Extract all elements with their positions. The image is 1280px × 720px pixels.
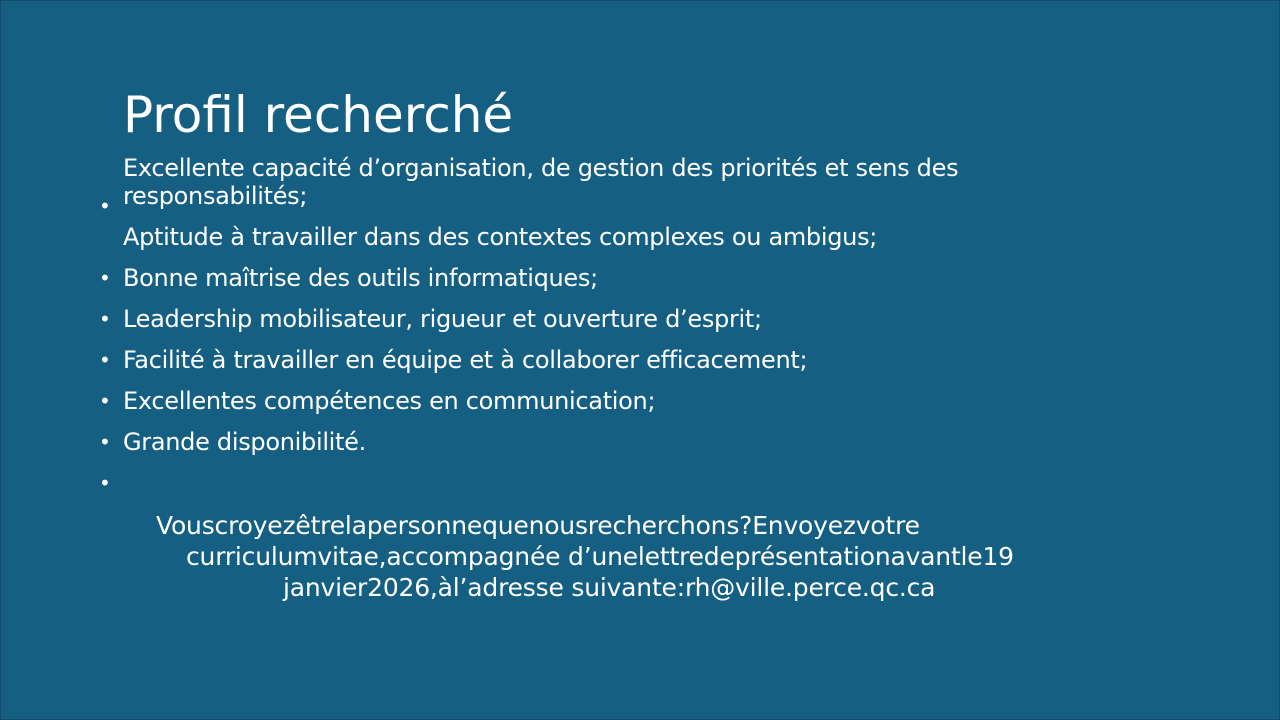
list-item-text: responsabilités; xyxy=(123,182,308,210)
bullet-dot: • xyxy=(99,348,111,372)
list-item-text: Facilité à travailler en équipe et à collaborer efficacement; xyxy=(123,346,808,374)
list-item-text: Excellente capacité d’organisation, de gestion des priorités et sens des xyxy=(123,154,959,182)
list-item xyxy=(99,305,1123,333)
list-item-text: Grande disponibilité. xyxy=(123,428,366,456)
bullet-dot: • xyxy=(99,389,111,413)
list-item xyxy=(123,223,1123,251)
requirements-list xyxy=(99,154,1123,495)
bullet-dot: • xyxy=(99,194,111,218)
list-item-text: Leadership mobilisateur, rigueur et ouverture d’esprit; xyxy=(123,305,762,333)
list-item xyxy=(99,387,1123,415)
cta-line: Vouscroyezêtrelapersonnequenousrecherchons?Envoyezvotre xyxy=(156,511,920,540)
slide-title: Profil recherché xyxy=(123,86,514,144)
bullet-dot: • xyxy=(99,307,111,331)
bullet-dot: • xyxy=(99,266,111,290)
list-item xyxy=(99,154,1123,218)
cta-line: curriculumvitae,accompagnée d’unelettredeprésentationavantle19 xyxy=(186,542,1014,571)
application-instructions xyxy=(141,510,1161,603)
list-item xyxy=(99,264,1123,292)
cta-line: janvier2026,àl’adresse suivante:rh@ville.perce.qc.ca xyxy=(283,573,936,602)
list-item-text: Aptitude à travailler dans des contextes complexes ou ambigus; xyxy=(123,223,878,251)
list-item-text: Excellentes compétences en communication; xyxy=(123,387,656,415)
bullet-dot: • xyxy=(99,471,111,495)
list-item xyxy=(99,346,1123,374)
list-item-text: Bonne maîtrise des outils informatiques; xyxy=(123,264,598,292)
bullet-dot: • xyxy=(99,430,111,454)
list-item xyxy=(99,428,1123,456)
